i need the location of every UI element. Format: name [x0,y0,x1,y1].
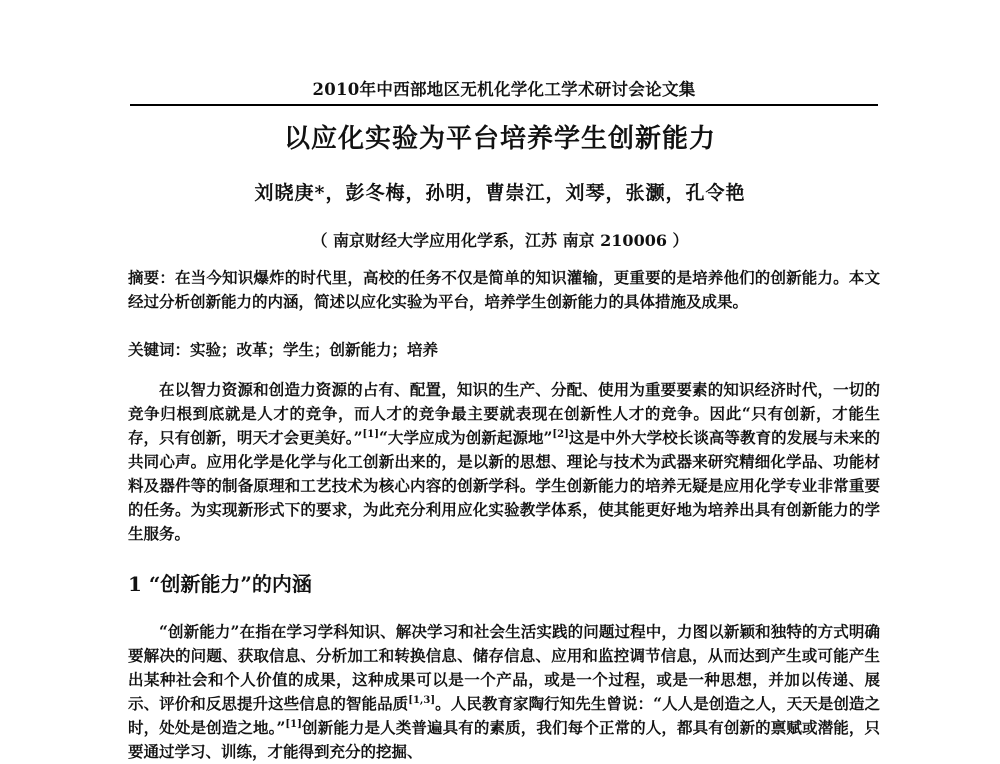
section-text-b: 。人民教育家陶行知先生曾说：“人人是创造之人，天天是创造之时，处处是创造之地。” [128,694,880,737]
author-list: 刘晓庚*，彭冬梅，孙明，曹崇江，刘琴，张灏，孔令艳 [254,182,746,204]
citation-ref: [1] [362,428,379,440]
intro-text-b: “大学应成为创新起源地” [378,428,553,447]
keywords-text: 实验；改革；学生；创新能力；培养 [190,340,439,359]
keywords [128,338,880,362]
abstract-label: 摘要： [128,268,176,287]
intro-paragraph [128,378,880,546]
abstract-text: 在当今知识爆炸的时代里，高校的任务不仅是简单的知识灌输，更重要的是培养他们的创新能力。本文经过分析创新能力的内涵，简述以应化实验为平台，培养学生创新能力的具体措施及成果。 [128,268,880,311]
affiliation: （ 南京财经大学应用化学系，江苏 南京 210006 ） [311,231,689,250]
citation-ref: [1,3] [408,694,436,706]
paper-title: 以应化实验为平台培养学生创新能力 [283,124,716,154]
intro-text-c: 这是中外大学校长谈高等教育的发展与未来的共同心声。应用化学是化学与化工创新出来的，是以新的思想、理论与技术为武器来研究精细化学品、功能材料及器件等的制备原理和工艺技术为核心内容的创新学科。学生创新能力的培养无疑是应用化学专业非常重要的任务。为实现新形式下的要求，为此充分利用应化实验教学体系，使其能更好地为培养出具有创新能力的学生服务。 [128,428,880,543]
abstract [128,266,880,314]
section-text-a: “创新能力”在指在学习学科知识、解决学习和社会生活实践的问题过程中，力图以新颖和独特的方式明确要解决的问题、获取信息、分析加工和转换信息、储存信息、应用和监控调节信息，从而达到产生或可能产生出某种社会和个人价值的成果，这种成果可以是一个产品，或是一个过程，或是一种思想，并加以传递、展示、评价和反思提升这些信息的智能品质 [128,622,880,713]
section-heading: 1 “创新能力”的内涵 [128,572,312,596]
citation-ref: [2] [552,428,569,440]
running-header: 2010年中西部地区无机化学化工学术研讨会论文集 [130,76,878,106]
section-text-c: 创新能力是人类普遍具有的素质，我们每个正常的人，都具有创新的禀赋或潜能，只要通过学习、训练，才能得到充分的挖掘、 [128,718,880,761]
intro-text-a: 在以智力资源和创造力资源的占有、配置，知识的生产、分配、使用为重要要素的知识经济时代，一切的竞争归根到底就是人才的竞争，而人才的竞争最主要就表现在创新性人才的竞争。因此“只有创新，才能生存，只有创新，明天才会更美好。” [128,380,880,447]
section-paragraph [128,620,880,764]
keywords-label: 关键词： [128,340,191,359]
citation-ref: [1] [285,718,302,730]
